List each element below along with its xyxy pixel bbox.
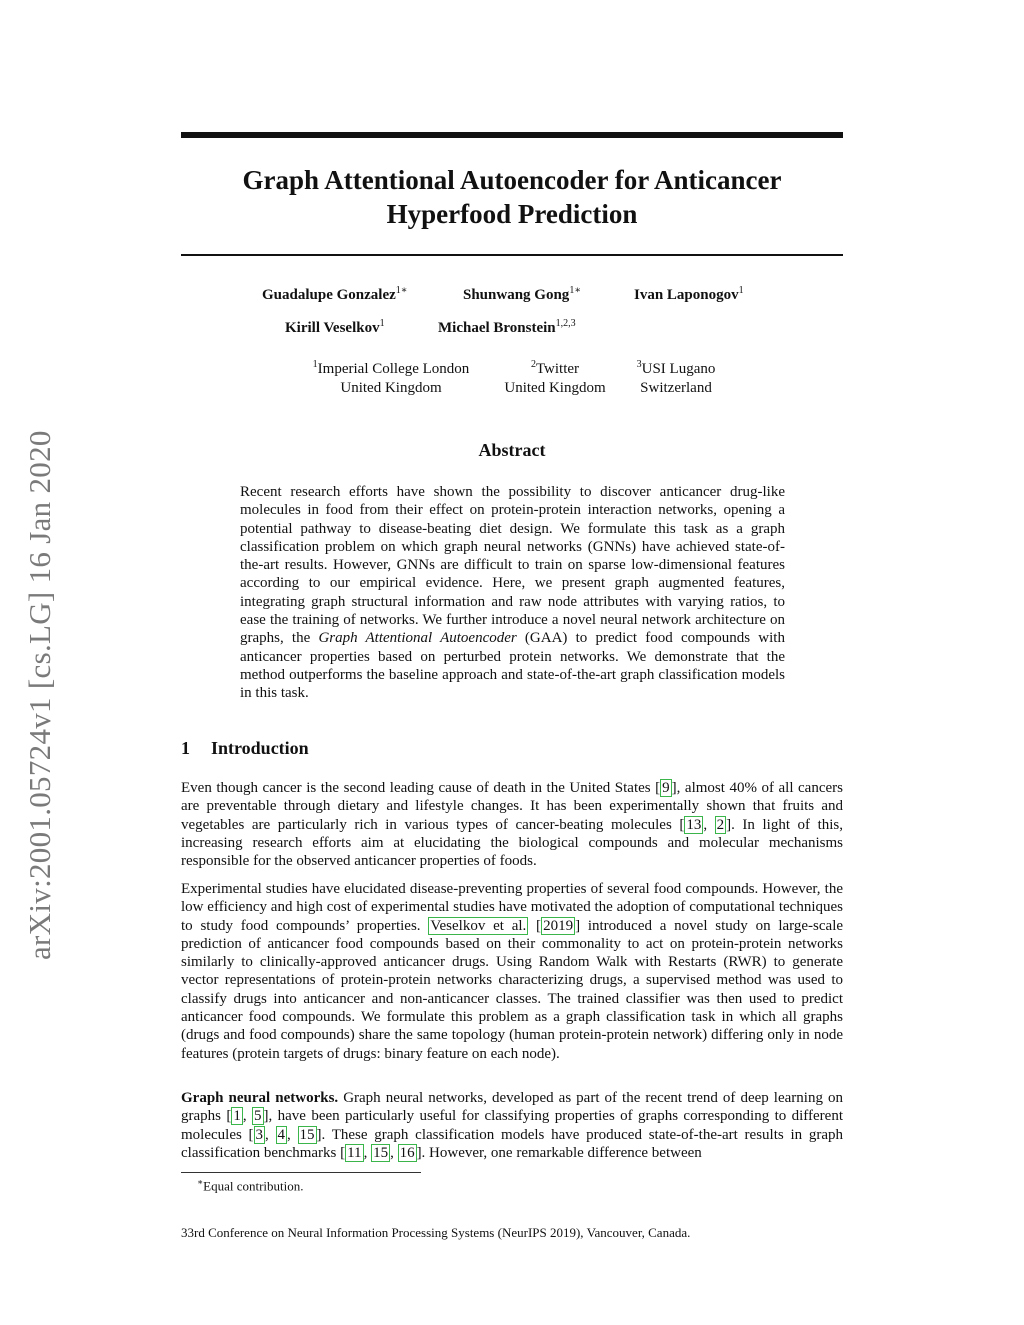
citation-link[interactable]: 2019 [543, 917, 574, 934]
intro-paragraph-3: Graph neural networks. Graph neural networks, developed as part of the recent trend of deep learning on graphs [ 1 , 5 ], have been particularly useful for classifying properties of graphs corresponding to different molecules [ 3 , 4 , 15 ]. These graph classification models have produced state-of-the-art results in graph classification benchmarks [ 11 , 15 , 16 ]. However, one remarkable difference between [181, 1090, 844, 1161]
author-sup: 1,2,3 [555, 318, 576, 329]
author-5 [438, 318, 576, 337]
citation-link[interactable]: 2 [716, 816, 725, 833]
author-3 [634, 285, 744, 304]
author-4 [285, 318, 385, 337]
author-name: Shunwang Gong [463, 287, 570, 303]
citation-link[interactable]: Veselkov et al. [430, 917, 527, 934]
abstract-emphasis: Graph Attentional Autoencoder [318, 630, 517, 647]
abstract-heading: Abstract [478, 440, 546, 460]
citation-link[interactable]: 16 [399, 1144, 415, 1161]
affiliation-country: United Kingdom [504, 380, 606, 396]
affiliation-3 [627, 355, 725, 398]
citation-link[interactable]: 11 [347, 1144, 362, 1161]
section-title: Introduction [211, 738, 309, 758]
citation-link[interactable]: 5 [254, 1108, 262, 1125]
footnote [197, 1177, 304, 1194]
author-name: Kirill Veselkov [285, 320, 380, 336]
title-line-2: Hyperfood Prediction [386, 199, 638, 229]
author-1 [262, 285, 408, 304]
affiliation-sup: 3 [636, 359, 642, 370]
affiliation-country: United Kingdom [340, 380, 442, 396]
citation-link[interactable]: 3 [255, 1126, 264, 1143]
author-sup: 1 [379, 318, 385, 329]
affiliation-country: Switzerland [640, 380, 712, 396]
paper-title [181, 163, 843, 231]
affiliation-name: Twitter [535, 361, 580, 377]
footnote-rule [181, 1172, 421, 1173]
citation-link[interactable]: 4 [277, 1126, 286, 1143]
citation-link[interactable]: 13 [686, 816, 702, 833]
affiliation-1 [300, 355, 482, 398]
author-sup: 1 [738, 285, 744, 296]
author-name: Guadalupe Gonzalez [262, 287, 396, 303]
arxiv-identifier: arXiv:2001.05724v1 [cs.LG] 16 Jan 2020 [22, 430, 57, 960]
title-line-1: Graph Attentional Autoencoder for Anticancer [242, 165, 782, 195]
title-top-rule [181, 132, 843, 138]
intro-paragraph-1: Even though cancer is the second leading cause of death in the United States [ 9 ], almost 40% of all cancers are preventable through dietary and lifestyle changes. It has been experimentally shown that fruits and vegetables are particularly rich in various types of cancer-beating molecules [ 13 , 2 ]. In light of this, increasing research efforts aim at elucidating the biological compounds and molecular mechanisms responsible for the observed anticancer properties of foods. [181, 780, 843, 870]
affiliation-sup: 2 [530, 359, 536, 370]
affiliation-name: Imperial College London [317, 361, 470, 377]
title-bottom-rule [181, 254, 843, 256]
footnote-mark: ∗ [197, 1177, 204, 1187]
section-number: 1 [181, 738, 190, 758]
author-sup: 1∗ [395, 285, 408, 296]
author-name: Ivan Laponogov [634, 287, 739, 303]
author-sup: 1∗ [569, 285, 582, 296]
citation-link[interactable]: 1 [233, 1108, 241, 1125]
citation-link[interactable]: 15 [373, 1144, 389, 1161]
affiliation-sup: 1 [312, 359, 318, 370]
author-2 [463, 285, 581, 304]
venue-footer: 33rd Conference on Neural Information Processing Systems (NeurIPS 2019), Vancouver, Canada. [181, 1225, 691, 1240]
footnote-text: Equal contribution. [203, 1178, 304, 1194]
intro-paragraph-2: Experimental studies have elucidated disease-preventing properties of several food compounds. However, the low efficiency and high cost of experimental studies have motivated the adoption of computational techniques to study food compounds’ properties. Veselkov et al. [ 2019 ] introduced a novel study on large-scale prediction of anticancer food compounds based on their commonality to act on protein-protein networks similarly to clinically-approved anticancer drugs. Using Random Walk with Restarts (RWR) to generate vector representations of protein-protein networks characterizing drugs, a supervised method was used to classify drugs into anticancer and non-anticancer classes. The trained classifier was then used to predict anticancer food compounds. We formulate this problem as a graph classification task in which all graphs (drugs and food compounds) share the same topology (human protein-protein network) differing only in node features (protein targets of drugs: binary feature on each node). [181, 881, 844, 1062]
abstract-text: Recent research efforts have shown the possibility to discover anticancer drug-like molecules in food from their effect on protein-protein interaction networks, opening a potential pathway to disease-beating diet design. We formulate this task as a graph classification problem on which graph neural networks (GNNs) have achieved state-of-the-art results. However, GNNs are difficult to train on sparse low-dimensional features according to our empirical evidence. Here, we present graph augmented features, integrating graph structural information and raw node attributes with varying ratios, to ease the training of networks. We further introduce a novel neural network architecture on graphs, the Graph Attentional Autoencoder (GAA) to predict food compounds with anticancer properties based on perturbed protein networks. We demonstrate that the method outperforms the baseline approach and state-of-the-art graph classification models in this task. [240, 484, 785, 702]
section-heading-introduction [181, 738, 309, 759]
citation-link[interactable]: 9 [662, 780, 670, 796]
citation-link[interactable]: 15 [299, 1126, 315, 1143]
affiliation-2 [494, 355, 616, 398]
affiliation-name: USI Lugano [641, 361, 716, 377]
paragraph-run-in-heading: Graph neural networks. [181, 1090, 339, 1106]
author-name: Michael Bronstein [438, 320, 556, 336]
